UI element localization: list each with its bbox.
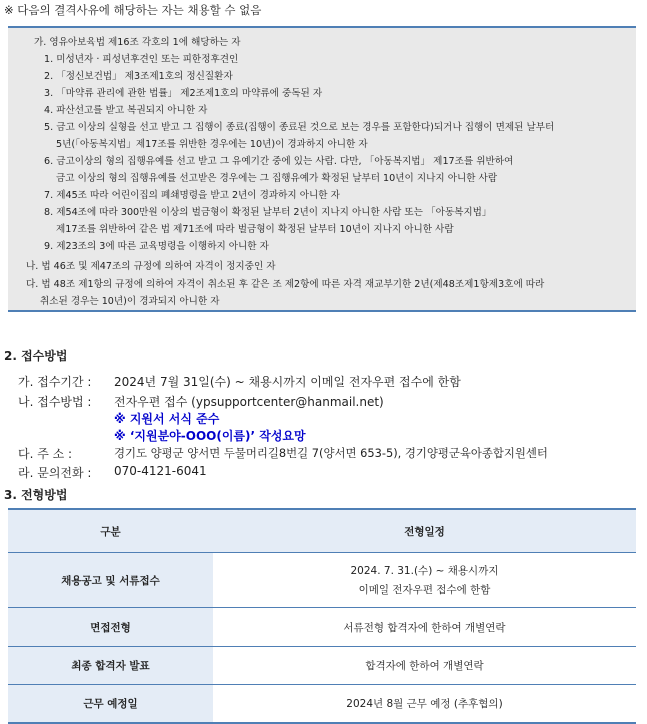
period-value: 2024년 7월 31일(수) ~ 채용시까지 이메일 전자우편 접수에 한함 xyxy=(114,375,461,389)
header-stage: 구분 xyxy=(8,509,213,553)
method-value: 전자우편 접수 (ypsupportcenter@hanmail.net) xyxy=(114,395,384,409)
disq-item-6b: 금고 이상의 형의 집행유예를 선고받은 경우에는 그 집행유예가 확정된 날부터 10년이 지나지 아니한 사람 xyxy=(56,173,498,184)
section3-title: 3. 전형방법 xyxy=(4,488,68,502)
stage-cell: 면접전형 xyxy=(8,608,213,647)
disq-item-8b: 제17조를 위반하여 같은 법 제71조에 따라 벌금형이 확정된 날부터 10년이 지나지 아니한 사람 xyxy=(56,224,454,235)
disq-item-1: 1. 미성년자 · 피성년후견인 또는 피한정후견인 xyxy=(44,54,239,65)
table-header-row xyxy=(8,509,636,553)
schedule-line-1: 2024. 7. 31.(수) ~ 채용시까지 xyxy=(350,565,499,577)
disq-item-7: 7. 제45조 따라 어린이집의 폐쇄명령을 받고 2년이 경과하지 아니한 자 xyxy=(44,190,340,201)
table-row xyxy=(8,553,636,608)
disq-na: 나. 법 46조 및 제47조의 규정에 의하여 자격이 정지중인 자 xyxy=(26,261,276,272)
disq-item-8a: 8. 제54조에 따라 300만원 이상의 벌금형이 확정된 날부터 2년이 지나지 아니한 사람 또는 「아동복지법」 xyxy=(44,207,492,218)
schedule-line-2: 이메일 전자우편 접수에 한함 xyxy=(358,584,491,596)
header-schedule: 전형일정 xyxy=(213,509,636,553)
disq-item-3: 3. 「마약류 관리에 관한 법률」 제2조제1호의 마약류에 중독된 자 xyxy=(44,88,323,99)
address-label: 다. 주 소 : xyxy=(18,447,73,461)
disq-ga: 가. 영유아보육법 제16조 각호의 1에 해당하는 자 xyxy=(34,37,241,48)
disq-item-4: 4. 파산선고를 받고 복권되지 아니한 자 xyxy=(44,105,208,116)
schedule-cell: 서류전형 합격자에 한하여 개별연락 xyxy=(213,608,636,647)
schedule-cell: 합격자에 한하여 개별연락 xyxy=(213,647,636,685)
schedule-cell: 2024년 8월 근무 예정 (추후협의) xyxy=(213,685,636,723)
table-row xyxy=(8,647,636,685)
disq-item-2: 2. 「정신보건법」 제3조제1호의 정신질환자 xyxy=(44,71,233,82)
stage-cell: 채용공고 및 서류접수 xyxy=(8,553,213,608)
section2-title: 2. 접수방법 xyxy=(4,349,68,363)
disq-item-9: 9. 제23조의 3에 따른 교육명령을 이행하지 아니한 자 xyxy=(44,241,269,252)
notice-text: ※ 다음의 결격사유에 해당하는 자는 채용할 수 없음 xyxy=(4,3,262,17)
stage-cell: 근무 예정일 xyxy=(8,685,213,723)
table-row xyxy=(8,685,636,723)
selection-table xyxy=(8,508,636,724)
method-label: 나. 접수방법 : xyxy=(18,395,92,409)
address-value: 경기도 양평군 양서면 두물머리길8번길 7(양서면 653-5), 경기양평군육아종합지원센터 xyxy=(114,446,548,460)
note-naming: ※ ‘지원분야-OOO(이름)’ 작성요망 xyxy=(114,429,306,443)
disq-item-6a: 6. 금고이상의 형의 집행유예를 선고 받고 그 유예기간 중에 있는 사람. 다만, 「아동복지법」 제17조를 위반하여 xyxy=(44,156,514,167)
phone-value: 070-4121-6041 xyxy=(114,464,207,478)
stage-cell: 최종 합격자 발표 xyxy=(8,647,213,685)
note-form: ※ 지원서 서식 준수 xyxy=(114,412,220,426)
disq-item-5b: 5년(「아동복지법」제17조를 위반한 경우에는 10년)이 경과하지 아니한 자 xyxy=(56,139,368,150)
disq-da-a: 다. 법 48조 제1항의 규정에 의하여 자격이 취소된 후 같은 조 제2항에 따른 자격 재교부기한 2년(제48조제1항제3호에 따라 xyxy=(26,279,545,290)
table-row xyxy=(8,608,636,647)
period-label: 가. 접수기간 : xyxy=(18,375,92,389)
disq-da-b: 취소된 경우는 10년)이 경과되지 아니한 자 xyxy=(40,296,220,307)
phone-label: 라. 문의전화 : xyxy=(18,466,92,480)
disq-item-5a: 5. 금고 이상의 실형을 선고 받고 그 집행이 종료(집행이 종료된 것으로 보는 경우를 포함한다)되거나 집행이 면제된 날부터 xyxy=(44,122,555,133)
schedule-cell xyxy=(213,553,636,608)
